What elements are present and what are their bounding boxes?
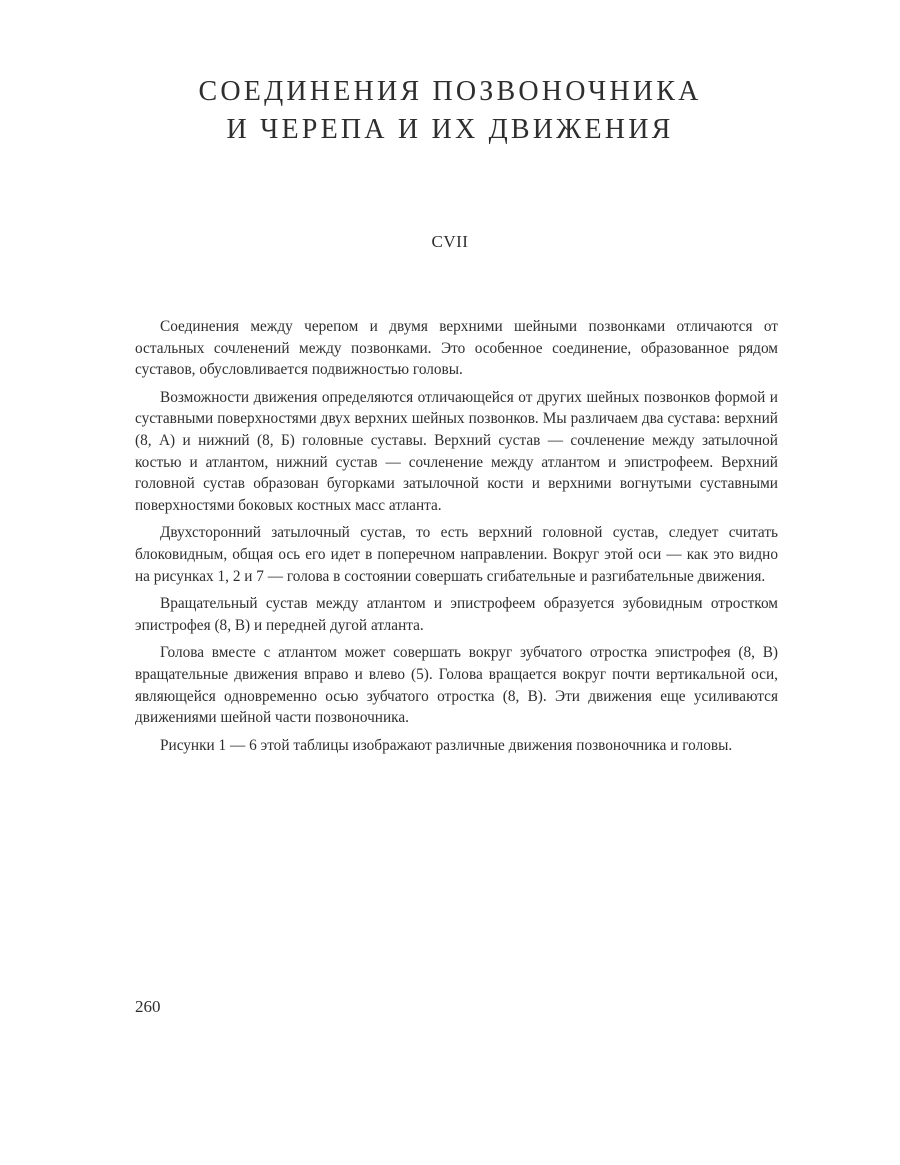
chapter-title-line-2: И ЧЕРЕПА И ИХ ДВИЖЕНИЯ	[226, 114, 674, 145]
paragraph: Соединения между черепом и двумя верхними шейными позвонками отличаются от остальных сочленений между позвонками. Это особенное соединение, образованное рядом суставов, обусловливается подвижностью головы.	[135, 318, 778, 379]
section-number: CVII	[431, 232, 469, 251]
paragraph: Вращательный сустав между атлантом и эпистрофеем образуется зубовидным отростком эпистрофея (8, В) и передней дугой атланта.	[135, 595, 778, 634]
paragraph: Двухсторонний затылочный сустав, то есть верхний головной сустав, следует считать блоковидным, общая ось его идет в поперечном направлении. Вокруг этой оси — как это видно на рисунках 1, 2 и 7 — голова в состоянии совершать сгибательные и разгибательные движения.	[135, 524, 778, 585]
chapter-title	[0, 73, 900, 149]
page-number: 260	[135, 997, 161, 1016]
paragraph: Возможности движения определяются отличающейся от других шейных позвонков формой и суставными поверхностями двух верхних шейных позвонков. Мы различаем два сустава: верхний (8, А) и нижний (8, Б) головные суставы. Верхний сустав — сочленение между затылочной костью и атлантом, нижний сустав — сочленение между атлантом и эпистрофеем. Верхний головной сустав образован бугорками затылочной кости и верхними вогнутыми суставными поверхностями боковых костных масс атланта.	[135, 388, 778, 514]
paragraph: Голова вместе с атлантом может совершать вокруг зубчатого отростка эпистрофея (8, В) вращательные движения вправо и влево (5). Голова вращается вокруг почти вертикальной оси, являющейся одновременно осью зубчатого отростка (8, В). Эти движения еще усиливаются движениями шейной части позвоночника.	[135, 644, 778, 727]
paragraph: Рисунки 1 — 6 этой таблицы изображают различные движения позвоночника и головы.	[160, 736, 733, 754]
body-text	[135, 316, 778, 762]
chapter-title-line-1: СОЕДИНЕНИЯ ПОЗВОНОЧНИКА	[198, 76, 702, 107]
